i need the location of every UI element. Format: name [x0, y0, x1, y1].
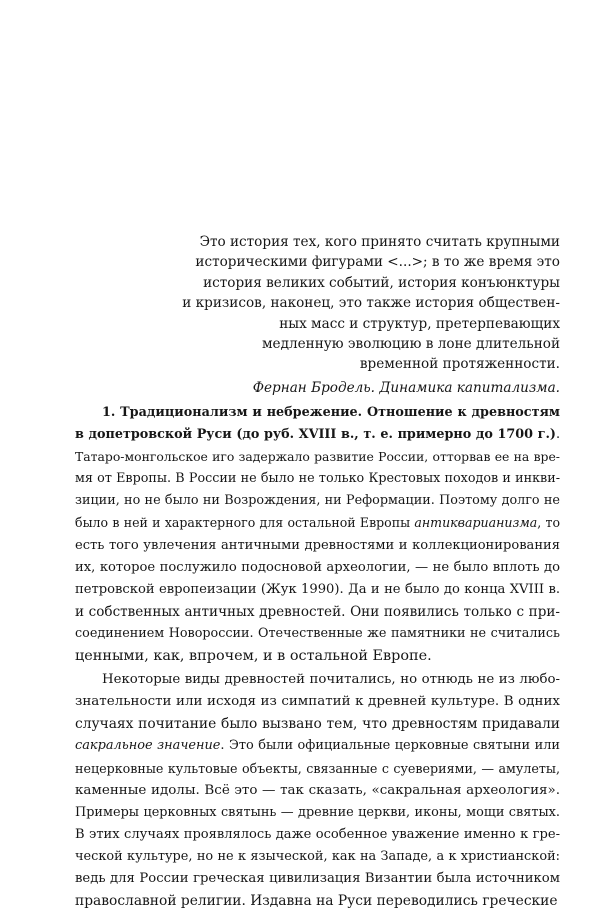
text-run: Татаро-монгольское иго задержало развитие России, отторвав ее на вре- — [75, 449, 560, 465]
paragraph — [75, 669, 560, 912]
epigraph-line: Это история тех, кого принято считать крупными — [199, 234, 560, 250]
book-page — [75, 0, 561, 910]
italic-text: антикварианизма — [414, 515, 538, 531]
text-run: мя от Европы. В России не было не только Крестовых походов и инкви- — [75, 471, 560, 487]
text-line — [75, 402, 560, 424]
text-run: , то — [537, 515, 561, 531]
text-line — [75, 490, 560, 512]
italic-text: сакральное значение — [75, 738, 221, 754]
text-line — [75, 468, 560, 490]
paragraph — [75, 402, 560, 667]
text-run: и собственных античных древностей. Они появились только с при- — [75, 603, 560, 620]
text-run: . — [555, 427, 560, 443]
text-line — [75, 579, 560, 601]
text-run: их, которое послужило подосновой археологии, — не было вплоть до — [75, 559, 560, 575]
text-line — [75, 424, 560, 446]
text-line — [75, 780, 560, 802]
bold-text: 1. Традиционализм и небрежение. Отношение к древностям — [102, 405, 560, 420]
text-run: случаях почитание было вызвано тем, что древностям придавали — [75, 716, 560, 733]
epigraph-line: ных масс и структур, претерпевающих — [279, 315, 560, 332]
epigraph — [180, 232, 560, 398]
text-line — [75, 512, 560, 534]
text-run: Примеры церковных святынь — древние церкви, иконы, мощи святых. — [75, 804, 560, 820]
text-line — [75, 890, 560, 912]
text-run: православной религии. Издавна на Руси переводились греческие — [75, 893, 558, 910]
text-run: петровской европеизации (Жук 1990). Да и не было до конца XVIII в. — [75, 581, 560, 597]
text-line — [75, 824, 560, 846]
text-run: соединением Новороссии. Отечественные же памятники не считались — [75, 625, 560, 641]
text-run: ческой культуре, но не к языческой, как на Западе, а к христианской: — [75, 848, 560, 864]
text-line — [75, 623, 560, 645]
epigraph-line: медленную эволюцию в лоне длительной — [261, 336, 560, 353]
text-line — [75, 868, 560, 890]
text-run: зиции, но не было ни Возрождения, ни Реформации. Поэтому долго не — [75, 493, 560, 509]
text-line — [75, 735, 560, 757]
text-line — [75, 846, 560, 868]
text-line — [75, 691, 560, 713]
text-line — [75, 713, 560, 735]
text-line — [75, 758, 560, 780]
text-line — [75, 601, 560, 623]
epigraph-line: история великих событий, история конъюнктуры — [203, 274, 560, 291]
body-text — [75, 402, 560, 912]
text-line — [75, 446, 560, 468]
text-run: Некоторые виды древностей почитались, но отнюдь не из любо- — [102, 672, 560, 688]
text-run: есть того увлечения античными древностями и коллекционирования — [75, 537, 560, 553]
text-line — [75, 557, 560, 579]
bold-text: в допетровской Руси (до руб. XVIII в., т. е. примерно до 1700 г.) — [75, 427, 556, 443]
epigraph-attribution: Фернан Бродель. Динамика капитализма. — [252, 379, 560, 396]
text-run: каменные идолы. Всё это — так сказать, «сакральная археология». — [75, 782, 560, 798]
text-run: знательности или исходя из симпатий к древней культуре. В одних — [75, 694, 560, 710]
text-run: В этих случаях проявлялось даже особенное уважение именно к гре- — [75, 826, 560, 842]
text-line — [75, 535, 560, 557]
epigraph-line: историческими фигурами <...>; в то же время это — [195, 254, 560, 271]
text-line — [75, 645, 560, 667]
text-run: . Это были официальные церковные святыни или — [220, 738, 560, 754]
text-run: ведь для России греческая цивилизация Византии была источником — [75, 870, 560, 886]
text-run: нецерковные культовые объекты, связанные с суевериями, — амулеты, — [75, 760, 560, 776]
epigraph-line: временной протяженности. — [359, 356, 560, 373]
text-run: было в ней и характерного для остальной Европы — [75, 515, 415, 531]
text-run: ценными, как, впрочем, и в остальной Европе. — [75, 648, 432, 665]
text-line — [75, 802, 560, 824]
epigraph-line: и кризисов, наконец, это также история обществен- — [182, 295, 560, 312]
text-line — [75, 669, 560, 691]
